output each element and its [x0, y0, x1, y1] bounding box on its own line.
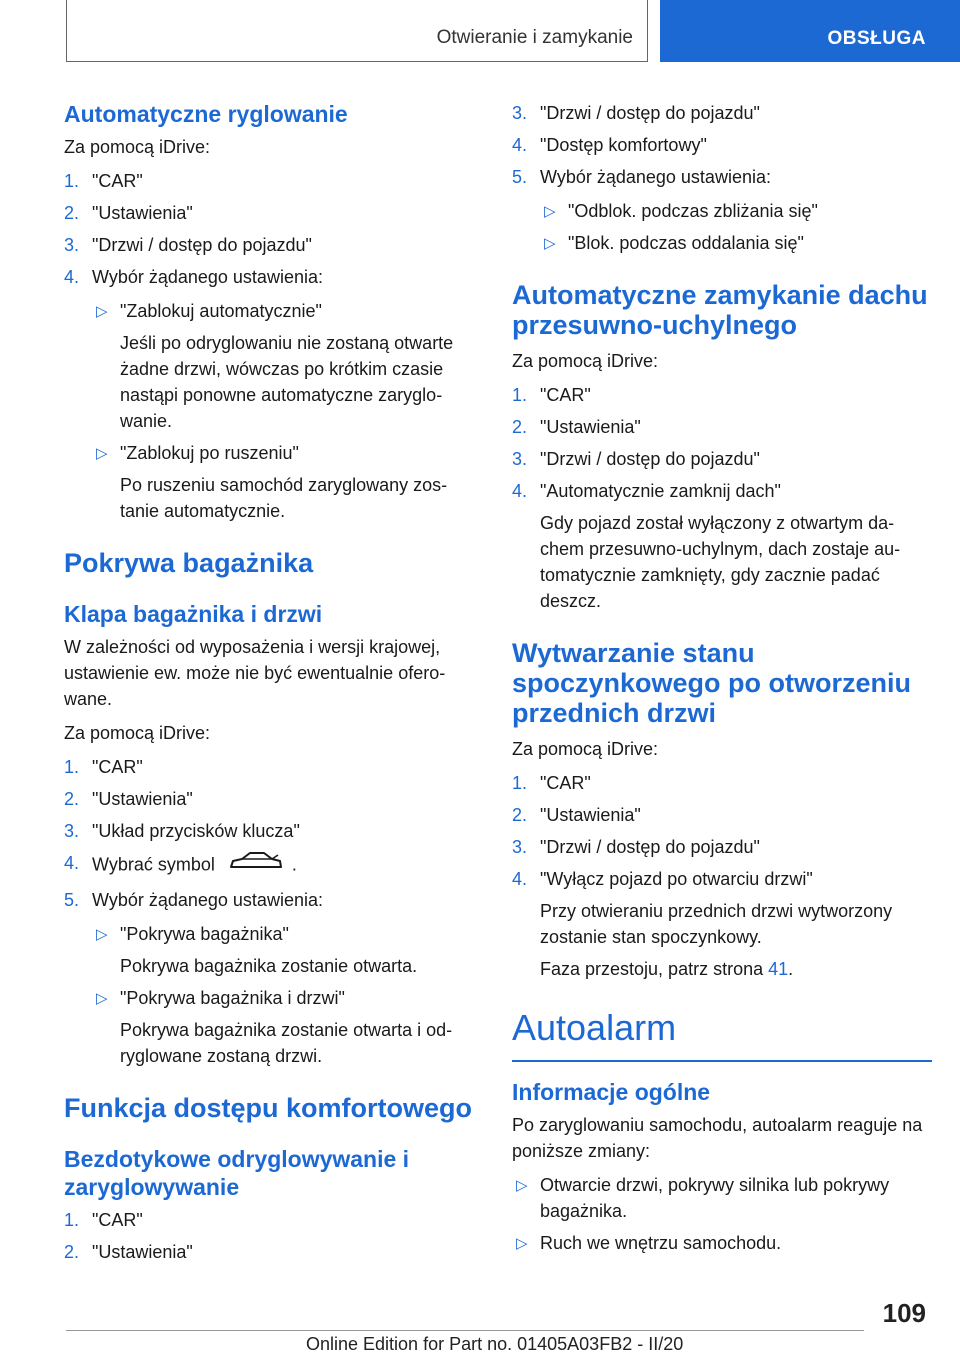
step-text: "Ustawienia": [92, 203, 193, 223]
step-number: 4.: [512, 481, 528, 501]
chapter-heading-block: [512, 1006, 932, 1062]
triangle-right-icon: ▷: [516, 1177, 528, 1194]
step-number: 2.: [64, 1242, 80, 1262]
triangle-right-icon: ▷: [96, 926, 108, 943]
step-text: "Drzwi / dostęp do pojazdu": [540, 449, 760, 469]
step-text: "Wyłącz pojazd po otwarciu drzwi": [540, 869, 813, 889]
steps-list: [512, 382, 932, 614]
step-number: 3.: [512, 449, 528, 469]
section-title-sunroof: Automatyczne zamykanie dachu przesuwno-uchylnego: [512, 280, 928, 340]
trigger-item: [512, 1172, 932, 1224]
step-item: [512, 446, 932, 472]
step-number: 2.: [512, 805, 528, 825]
left-column: [64, 100, 484, 1275]
step-text: "CAR": [92, 757, 143, 777]
step-item: [512, 382, 932, 408]
step-text: "Ustawienia": [92, 789, 193, 809]
section-title-auto-lock: Automatyczne ryglowanie: [64, 101, 348, 127]
trigger-text: Otwarcie drzwi, pokrywy silnika lub pokrywy bagażnika.: [540, 1175, 890, 1221]
step-item: [64, 887, 484, 1069]
steps-list: [512, 770, 932, 982]
section-title-trunk-lid: Pokrywa bagażnika: [64, 548, 314, 578]
subsection-title-general-info: Informacje ogólne: [512, 1079, 711, 1105]
step-item: [512, 834, 932, 860]
step-item: [512, 770, 932, 796]
option-item: [540, 230, 932, 256]
step-item: [512, 866, 932, 982]
triangle-right-icon: ▷: [516, 1235, 528, 1252]
triangle-right-icon: ▷: [96, 303, 108, 320]
step-item: [64, 818, 484, 844]
idrive-intro: Za pomocą iDrive:: [512, 351, 659, 371]
trigger-text: Ruch we wnętrzu samochodu.: [540, 1233, 782, 1253]
option-label: "Zablokuj automatycznie": [120, 301, 322, 321]
triangle-right-icon: ▷: [96, 445, 108, 462]
step-text: "Drzwi / dostęp do pojazdu": [540, 103, 760, 123]
step-item: [512, 100, 932, 126]
step-text-suffix: .: [291, 854, 297, 875]
header-section-title: [66, 0, 648, 62]
header-chapter-tab[interactable]: [660, 0, 960, 62]
option-label: "Odblok. podczas zbliżania się": [568, 201, 818, 221]
footer-divider: [66, 1330, 864, 1331]
step-number: 4.: [64, 267, 80, 287]
option-item: [92, 440, 484, 524]
step-number: 1.: [64, 1210, 80, 1230]
step-number: 2.: [512, 417, 528, 437]
step-text: "Dostęp komfortowy": [540, 135, 707, 155]
step-item: [64, 1207, 484, 1233]
steps-list: [64, 168, 484, 524]
steps-list: [512, 100, 932, 256]
page-reference: [540, 956, 932, 982]
right-column: [512, 100, 932, 1262]
step-number: 5.: [64, 890, 80, 910]
options-list: [92, 298, 484, 524]
step-item: [64, 850, 484, 881]
step-number: 1.: [64, 171, 80, 191]
steps-list: [64, 1207, 484, 1265]
step-text: Wybór żądanego ustawienia:: [540, 167, 771, 187]
options-list: [540, 198, 932, 256]
header-section-label: Otwieranie i zamykanie: [436, 27, 633, 48]
step-item: [512, 478, 932, 614]
triangle-right-icon: ▷: [544, 203, 556, 220]
step-number: 3.: [512, 837, 528, 857]
page-reference-link[interactable]: 41: [768, 959, 789, 979]
alarm-description: Po zaryglowaniu samochodu, autoalarm reaguje na poniższe zmiany:: [512, 1115, 923, 1161]
step-text: "Ustawienia": [540, 417, 641, 437]
step-note: Gdy pojazd został wyłączony z otwartym da-chem przesuwno-uchylnym, dach zostaje au-tomatycznie zamknięty, gdy zacznie padać deszcz.: [540, 513, 901, 611]
option-label: "Zablokuj po ruszeniu": [120, 443, 299, 463]
step-item: [512, 132, 932, 158]
options-list: [92, 921, 484, 1069]
step-text: "CAR": [540, 385, 591, 405]
step-text: "Automatycznie zamknij dach": [540, 481, 781, 501]
step-text: "Ustawienia": [540, 805, 641, 825]
step-text: "Układ przycisków klucza": [92, 821, 300, 841]
option-description: Pokrywa bagażnika zostanie otwarta.: [120, 956, 418, 976]
idrive-intro: Za pomocą iDrive:: [64, 723, 211, 743]
step-item: [64, 264, 484, 524]
step-item: [512, 164, 932, 256]
option-item: [92, 921, 484, 979]
step-number: 3.: [64, 821, 80, 841]
section-title-standby-state: Wytwarzanie stanu spoczynkowego po otworzeniu przednich drzwi: [512, 638, 912, 728]
option-label: "Pokrywa bagażnika": [120, 924, 289, 944]
footer-edition: Online Edition for Part no. 01405A03FB2 - II/20: [306, 1334, 684, 1354]
steps-list: [64, 754, 484, 1069]
step-number: 1.: [512, 773, 528, 793]
section-title-comfort-access: Funkcja dostępu komfortowego: [64, 1093, 473, 1123]
step-item: [512, 414, 932, 440]
step-number: 3.: [64, 235, 80, 255]
subsection-title-trunk-doors: Klapa bagażnika i drzwi: [64, 601, 323, 627]
car-icon: [228, 850, 284, 881]
step-item: [64, 1239, 484, 1265]
step-number: 2.: [64, 789, 80, 809]
option-item: [92, 985, 484, 1069]
chapter-title-alarm: Autoalarm: [512, 1007, 677, 1048]
step-number: 4.: [64, 853, 80, 873]
triangle-right-icon: ▷: [96, 990, 108, 1007]
step-number: 1.: [64, 757, 80, 777]
option-description: Jeśli po odryglowaniu nie zostaną otwarte żadne drzwi, wówczas po krótkim czasie nastąpi ponowne automatyczne zaryglo-wanie.: [120, 333, 454, 431]
page-reference-end: .: [788, 959, 794, 979]
step-text: Wybrać symbol: [92, 854, 215, 875]
option-label: "Blok. podczas oddalania się": [568, 233, 804, 253]
step-text: "Drzwi / dostęp do pojazdu": [540, 837, 760, 857]
step-item: [512, 802, 932, 828]
option-item: [92, 298, 484, 434]
step-note: Przy otwieraniu przednich drzwi wytworzony zostanie stan spoczynkowy.: [540, 901, 893, 947]
header-chapter-label: OBSŁUGA: [827, 28, 926, 49]
page-number: 109: [882, 1298, 926, 1328]
page-reference-text: Faza przestoju, patrz strona: [540, 959, 764, 979]
step-number: 4.: [512, 869, 528, 889]
idrive-intro: Za pomocą iDrive:: [512, 739, 659, 759]
step-text: "CAR": [92, 1210, 143, 1230]
step-text: "Ustawienia": [92, 1242, 193, 1262]
step-number: 3.: [512, 103, 528, 123]
alarm-triggers-list: [512, 1172, 932, 1256]
step-text: "Drzwi / dostęp do pojazdu": [92, 235, 312, 255]
step-number: 1.: [512, 385, 528, 405]
triangle-right-icon: ▷: [544, 235, 556, 252]
step-item: [64, 232, 484, 258]
step-item: [64, 200, 484, 226]
step-text: Wybór żądanego ustawienia:: [92, 267, 323, 287]
option-item: [540, 198, 932, 224]
step-text: Wybór żądanego ustawienia:: [92, 890, 323, 910]
step-item: [64, 786, 484, 812]
step-text: "CAR": [540, 773, 591, 793]
subsection-title-contactless: Bezdotykowe odryglowywanie i zaryglowywanie: [64, 1146, 410, 1200]
equipment-note: W zależności od wyposażenia i wersji krajowej, ustawienie ew. może nie być ewentualnie ofero-wane.: [64, 637, 446, 709]
trigger-item: [512, 1230, 932, 1256]
option-description: Po ruszeniu samochód zaryglowany zos-tanie automatycznie.: [120, 475, 448, 521]
step-text: "CAR": [92, 171, 143, 191]
step-number: 5.: [512, 167, 528, 187]
option-label: "Pokrywa bagażnika i drzwi": [120, 988, 345, 1008]
step-item: [64, 754, 484, 780]
option-description: Pokrywa bagażnika zostanie otwarta i od-ryglowane zostaną drzwi.: [120, 1020, 453, 1066]
idrive-intro: Za pomocą iDrive:: [64, 137, 211, 157]
step-item: [64, 168, 484, 194]
step-number: 4.: [512, 135, 528, 155]
step-number: 2.: [64, 203, 80, 223]
